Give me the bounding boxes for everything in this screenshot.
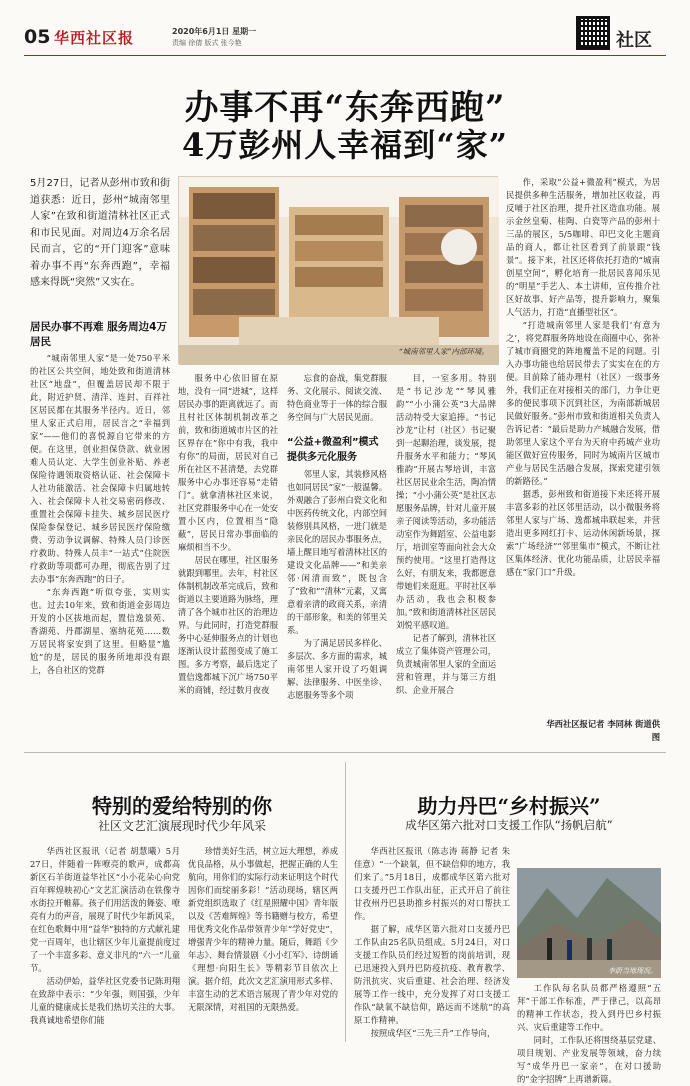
section1-column-2	[178, 372, 278, 742]
paragraph: 同时，工作队还将围绕基层党建、项目规划、产业发展等领域，奋力续写“成华丹巴一家亲”，在对口援助的“金字招牌”上再谱新篇。	[517, 1035, 661, 1084]
paragraph: 居民在哪里，社区服务就跟到哪里。去年，村社区体制机制改革完成后，致和街道以主要道路为脉络，理清了各个城市社区的治理边界。与此同时，打造党群服务中心延伸服务点的计划也逐渐认设计蓝图变成了施工图。多方考察，最后选定了置信逸都城下沉广场750平米的商铺，经过数月夜夜	[178, 555, 278, 695]
paragraph: 忘食的奋战，集党群服务、文化展示、阅读交流、特色商业等于一体的综合服务空间与广大居民见面。	[287, 373, 387, 422]
paragraph: 目，一室多用。特别是“书记沙龙”“琴风雅韵”“小小蒲公英”3大品牌活动特受大家追捧。“书记沙龙”让村（社区）书记聚到一起聊治理，谈发展，提升服务水平和能力；“琴风雅韵”开展古琴培训，丰富社区居民业余生活，陶冶情操；“小小蒲公英”是社区志愿服务品牌，针对儿童开展亲子阅读等活动，多功能活动室作为舞蹈室、公益电影厅，培训室等面向社会大众预约使用。“这里打造得这么好，有朋友来，我都愿意带她们来逛逛。平时社区举办活动，我也会积极参加。”致和街道清林社区居民刘悦平感叹道。	[396, 373, 496, 630]
article-right-subtitle: 成华区第六批对口支援工作队“扬帆启航”	[405, 818, 613, 832]
article-left-title: 特别的爱给特别的你	[92, 794, 272, 818]
masthead-rule	[24, 55, 666, 56]
paragraph: 邻里人家，其装修风格也如同居民“家”一般温馨。外观融合了彭州白瓷文化和中医药传统文化，内部空间装修别具风格，一进门就是亲民化的居民办事服务点，墙上醒目地写着清林社区的建设文化品牌——“和美亲邻·闲清而致”，既包含了“致和”“清林”元素，又寓意着亲清的政商关系，亲清的干部形象，和美的邻里关系。	[287, 469, 387, 635]
paragraph: 活动伊始，益华社区党委书记陈玥翔在致辞中表示：“少年强，则国强，少年儿童的健康成长是我们热切关注的大事。我真诚地希望你们能	[30, 976, 180, 1025]
main-photo-caption: “城南邻里人家”内部环境。	[398, 347, 489, 356]
paper-name: 华西社区报	[54, 29, 135, 47]
lead-paragraph: 5月27日，记者从彭州市致和街道获悉：近日，彭州“城南邻里人家”在致和街道清林社区正式和市民见面。对周边4万余名居民而言，它的“开门迎客”意味着办事不再“东奔西跑”，幸福感来得既“突然”又实在。	[30, 178, 170, 288]
paragraph: 工作队每名队员都严格遵照“五拜”干部工作标准，严于律己，以高昂的精神工作状态，投入到丹巴乡村振兴、灾后重建等工作中。	[517, 983, 661, 1032]
mountain-village-image	[517, 868, 661, 978]
paragraph: 服务中心依旧留在原地，没有一同“进城”，这样居民办事的距离就远了。而且村社区体制机制改革之前，致和街道城市片区的社区界存在“你中有我，我中有你”的局面，居民对自己所在社区不甚清楚，去党群服务中心办事还容易“走错门”。就拿清林社区来说，社区党群服务中心在一处安置小区内，位置相当“隐蔽”，居民日常办事面临的麻烦相当不少。	[178, 373, 278, 552]
article-left-subtitle: 社区文艺汇演展现时代少年风采	[97, 819, 266, 833]
masthead	[24, 24, 666, 54]
paragraph: 华西社区报讯（陈志涛 蒋静 记者 朱佳意）“一个缺氧，但不缺信仰的地方，我们来了。”5月18日，成都成华区第六批对口支援丹巴工作队出征，正式开启了前往甘孜州丹巴县助推乡村振兴的对口帮扶工作。	[354, 846, 510, 921]
section2-column-4	[396, 372, 496, 742]
article-right-photo	[517, 868, 661, 978]
section1-column-3	[287, 372, 387, 422]
article-right-column-2	[517, 982, 661, 1084]
article-right-photo-caption: 李蔚当地现况。	[608, 967, 657, 975]
article-right-title: 助力丹巴“乡村振兴”	[417, 794, 601, 818]
section1-title: 居民办事不再难 服务周边4万居民	[30, 321, 167, 348]
byline-credit: 华西社区报记者 李同林 街道供图	[546, 719, 660, 742]
article-right-column-1	[354, 845, 510, 1040]
main-photo	[178, 176, 498, 364]
column-divider	[345, 762, 346, 1042]
section1-column-1	[30, 352, 170, 742]
article-left-column-1	[30, 845, 180, 1040]
page-number: 05	[24, 26, 51, 48]
bookstore-interior-image	[179, 177, 499, 365]
story-divider	[24, 752, 666, 753]
paragraph: “城南邻里人家”是一处750平米的社区公共空间，地处致和街道清林社区“地盘”，但覆盖居民却不限于此，附近护贤、清洋、连封、百祥社区居民都在其服务半径内。近日，邻里人家正式启用，居民言之“幸福到家”——他们的喜悦源自它带来的方便。在这里，创业担保贷款、就业困难人员认定、大学生创业补贴、养老保险待遇领取资格认证、社会保障卡人社功能激活、社会保障卡归属地转入、社会保障卡人社交易密码修改、重置社会保障卡挂失、城乡居民医疗保险参保登记、城乡居民医疗保险缴费、劳动争议调解、特殊人员门诊医疗救助、特殊人员丰“一站式”住院医疗救助等项都可办理，彻底告别了过去办事“东奔西跑”的日子。	[30, 353, 170, 584]
paragraph: “东奔西跑”听似夸张，实则实也。过去10年来，致和街道金彭周边开发的小区拔地而起，置信逸景苑、香湖苑、丹郡湖星、塞纳花苑……数万居民将家安到了这里。但略显“尴尬”的是，居民的服务所地却没有跟上，各自社区的党群	[30, 587, 170, 675]
paragraph: “打造城南邻里人家是我们‘有意为之’，将党群服务阵地设在商圈中心，弥补了城市商圈党的阵地覆盖不足的问题。引入办事功能也给居民带去了实实在在的方便。目前除了能办理村（社区）一级事务外，我们正在对接相关的部门，力争让更多的便民事项下沉到社区，为南部新城居民做好服务。”彭州市致和街道相关负责人告诉记者：“最后是助力产城融合发展，借助邻里人家这个平台为天府中药城产业功能区做好宣传服务，同时为城南片区城市产业与居民生活融合发展，探索党建引领的新路径。”	[506, 320, 660, 486]
article-left-column-2	[188, 845, 338, 1040]
paragraph: 作，采取“公益+微盈利”模式，为居民提供多种生活服务，增加社区收益，再反哺于社区治理，提升社区造血功能。展示金丝皇菊、桂陶、白瓷等产品的彭州十三品的展区，5/5咖啡、印巴文化主题商品的商人，都让社区看到了前景跟“钱景”。接下来，社区还将依托打造的“城南创星空间”，孵化培育一批居民喜闻乐见的“明星”手艺人、本土讲师，宣传推介社区好故事、好产品等，提升影响力，聚集人气活力，打造“直播型社区”。	[506, 177, 660, 317]
editors-credit: 责编 徐倩 版式 张今艳	[172, 39, 242, 47]
paragraph: 按照成华区“三先三升”工作导向，	[370, 1028, 496, 1038]
section2-title: “公益+微盈利”模式 提供多元化服务	[287, 437, 379, 463]
paragraph: 据了解，成华区第六批对口支援丹巴工作队由25名队员组成。5月24日，对口支援工作队员们经过短暂的岗前培训，现已迅速投入到丹巴防疫抗疫、教育教学、防汛抗灾、灾后重建、社会治理、经济发展等工作一线中，充分发挥了对口支援工作队“缺氧不缺信仰，路远而不迷航”的高原工作精神。	[354, 924, 510, 1025]
section2-column-3	[287, 468, 387, 742]
paragraph: 华西社区报讯（记者 胡慧曦）5月27日，伴随着一阵嘹亮的歌声，成都高新区石羊街道益华社区“小小花朵心向党 百年辉煌映初心”文艺汇演活动在铁像寺水街拉开帷幕。孩子们用活泼的舞姿、嘹亮有力的声音，展现了时代少年新风采，在红色歌舞中用“益华”独特的方式献礼建党一百周年，也让辖区少年儿童提前度过了一个丰富多彩、意义非凡的“六一”儿童节。	[30, 846, 180, 973]
headline-line-1: 办事不再“东奔西跑”	[184, 88, 506, 128]
paragraph: 据悉，彭州致和街道接下来还将开展丰富多彩的社区邻里活动，以小微服务将邻里人家与广场、逸都城串联起来，并营造出更多网红打卡、运动休闲新场景，探索“广场经济”“邻里集市”模式，不断让社区集体经济、优化功能品质，让居民幸福感在“家门口”升级。	[506, 489, 660, 577]
section-tag: 社区	[616, 30, 652, 51]
qr-code-icon	[576, 16, 610, 50]
issue-date: 2020年6月1日 星期一	[172, 27, 257, 36]
section2-column-5	[506, 176, 660, 716]
headline-line-2: 4万彭州人幸福到“家”	[181, 126, 509, 164]
paragraph: 珍惜美好生活，树立远大理想，养成优良品格，从小事做起，把握正确的人生航向，用你们的实际行动来证明这个时代因你们而绽丽多彩！”活动现场，辖区两新党组织选取了《红星照耀中国》青年版以及《苦难辉煌》等书籍赠与校方，希望用优秀文化作品带领青少年“学好党史”，增强青少年的精神力量。随后，舞蹈《少年志》、舞台情景剧《小小红军》、诗朗诵《理想·向阳生长》等精彩节目依次上演。据介绍，此次文艺汇演用形式多样、丰富生动的艺术语言展现了青少年对党的无限深情，对祖国的无限热爱。	[188, 846, 338, 1012]
paragraph: 为了满足居民多样化、多层次、多方面的需求，城南邻里人家开设了巧姐调解、法律服务、中医坐诊、志愿服务等多个项	[287, 638, 387, 700]
paragraph: 记者了解到，清林社区成立了集体资产管理公司，负责城南邻里人家的全面运营和管理，并与第三方组织、企业开展合	[396, 633, 496, 695]
